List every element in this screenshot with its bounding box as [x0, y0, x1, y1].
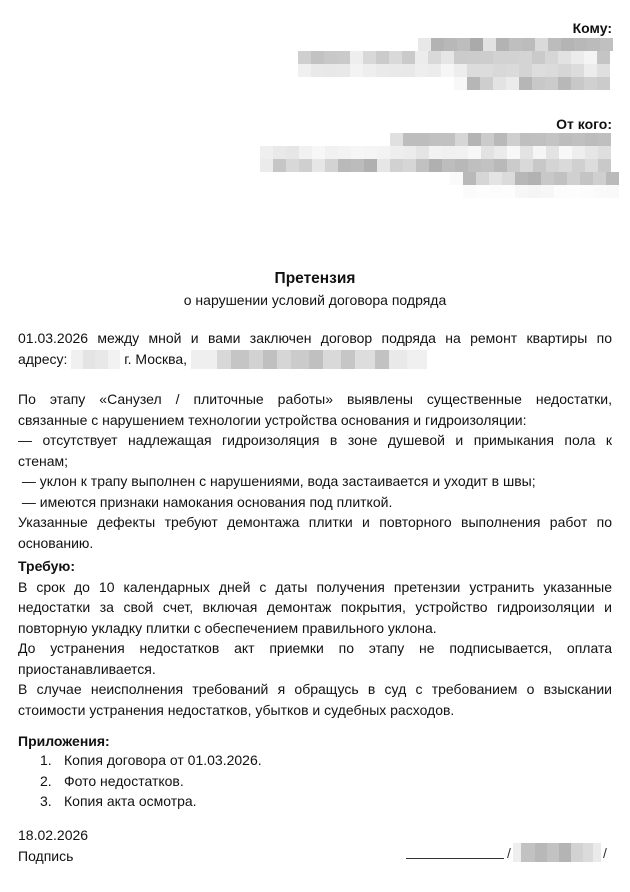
address-redacted-1	[71, 350, 120, 369]
attachments-list	[40, 750, 262, 812]
demand-2-line-2: приостанавливается.	[18, 660, 156, 677]
signature-slash-left: /	[507, 845, 511, 861]
document-title: Претензия	[274, 270, 356, 287]
defect-item-1: — отсутствует надлежащая гидроизоляция в зоне душевой и примыкания пола к	[18, 432, 612, 448]
signature-line	[406, 858, 504, 859]
to-label: Кому:	[572, 20, 612, 36]
defect-item-3: — имеются признаки намокания основания под плиткой.	[18, 493, 393, 510]
defects-paragraph	[18, 389, 612, 553]
conclusion-line-2: основанию.	[18, 534, 94, 551]
document-subtitle: о нарушении условий договора подряда	[183, 292, 447, 308]
from-redacted-block	[260, 133, 612, 198]
signature-label: Подпись	[18, 847, 74, 864]
address-prefix: адресу:	[18, 350, 68, 367]
attachment-item: 1. Копия договора от 01.03.2026.	[40, 752, 262, 768]
defects-line-2: связанные с нарушением технологии устройства основания и гидроизоляции:	[18, 411, 527, 428]
demand-2-line-1: До устранения недостатков акт приемки по этапу не подписывается, оплата	[18, 640, 612, 656]
conclusion-line-1: Указанные дефекты требуют демонтажа плитки и повторного выполнения работ по	[18, 514, 612, 530]
defect-item-1-cont: стенам;	[18, 452, 69, 469]
defect-item-2: — уклон к трапу выполнен с нарушениями, вода застаивается и уходит в швы;	[18, 473, 536, 489]
defects-line-1: По этапу «Санузел / плиточные работы» выявлены существенные недостатки,	[18, 391, 612, 407]
address-city: г. Москва,	[124, 350, 188, 367]
intro-line-2	[18, 349, 612, 370]
address-redacted-2	[191, 350, 427, 369]
intro-line-1: 01.03.2026 между мной и вами заключен договор подряда на ремонт квартиры по	[18, 330, 612, 346]
demand-3-line-2: стоимости устранения недостатков, убытков и судебных расходов.	[18, 701, 455, 718]
demand-1-line-2: недостатки за свой счет, включая демонтаж покрытия, устройство гидроизоляции и	[18, 599, 612, 615]
to-redacted-block	[298, 38, 612, 93]
document-date: 18.02.2026	[18, 827, 89, 843]
intro-paragraph	[18, 328, 612, 369]
demands-section	[18, 556, 612, 720]
attachments-heading-wrap	[18, 731, 612, 752]
attachment-item: 3. Копия акта осмотра.	[40, 793, 197, 809]
signature-name-redacted	[513, 843, 601, 862]
demand-3-line-1: В случае неисполнения требований я обращусь в суд с требованием о взыскании	[18, 681, 612, 697]
attachments-heading: Приложения:	[18, 733, 110, 749]
demand-1-line-1: В срок до 10 календарных дней с даты получения претензии устранить указанные	[18, 578, 612, 595]
from-label: От кого:	[556, 116, 612, 132]
signature-slash-right: /	[603, 845, 607, 861]
demand-1-line-3: повторную укладку плитки с обеспечением правильного уклона.	[18, 619, 437, 636]
demands-heading: Требую:	[18, 558, 76, 574]
attachment-item: 2. Фото недостатков.	[40, 772, 184, 789]
